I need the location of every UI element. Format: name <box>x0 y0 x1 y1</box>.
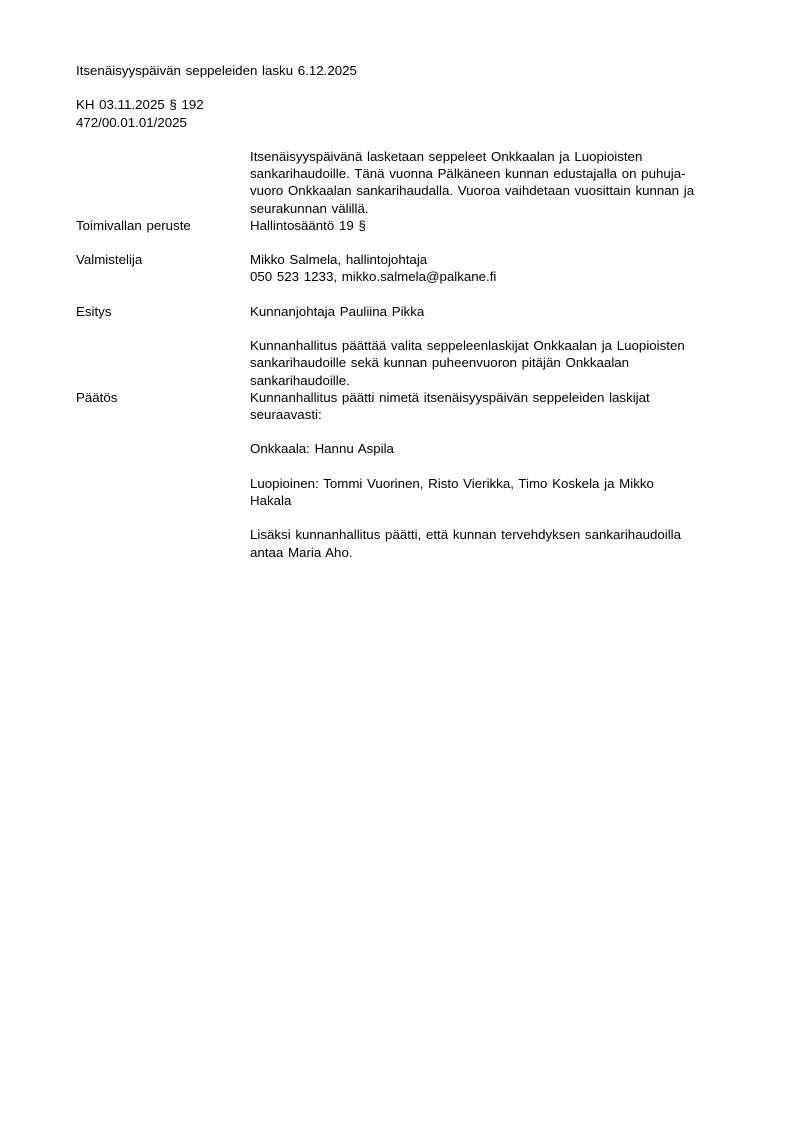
intro-line: seurakunnan välillä. <box>250 200 369 216</box>
esitys-proposal-line: sankarihaudoille sekä kunnan puheenvuoron pitäjän Onkkaalan <box>250 355 630 371</box>
title-block <box>76 62 734 79</box>
section-valmistelija <box>76 251 734 285</box>
toimivalta-content <box>250 217 734 234</box>
intro-line: vuoro Onkkaalan sankarihaudalla. Vuoroa vaihdetaan vuosittain kunnan ja <box>250 183 695 199</box>
esitys-proposal-line: Kunnanhallitus päättää valita seppeleenlaskijat Onkkaalan ja Luopioisten <box>250 338 685 354</box>
section-label-paatos: Päätös <box>76 389 118 405</box>
valmistelija-name-line: Mikko Salmela, hallintojohtaja <box>250 252 428 268</box>
intro-content <box>250 148 734 217</box>
paatos-intro-line: Kunnanhallitus päätti nimetä itsenäisyyspäivän seppeleiden laskijat <box>250 389 650 405</box>
intro-line: sankarihaudoille. Tänä vuonna Pälkäneen kunnan edustajalla on puhuja- <box>250 166 686 182</box>
paatos-onkkaala-line: Onkkaala: Hannu Aspila <box>250 441 394 457</box>
esitys-proposer: Kunnanjohtaja Pauliina Pikka <box>250 303 425 319</box>
esitys-proposal-line: sankarihaudoille. <box>250 372 350 388</box>
esitys-proposal-paragraph <box>250 337 734 389</box>
esitys-proposer-paragraph <box>250 303 734 320</box>
section-label-esitys: Esitys <box>76 303 112 319</box>
case-number: 472/00.01.01/2025 <box>76 114 187 130</box>
document-title: Itsenäisyyspäivän seppeleiden lasku 6.12.2025 <box>76 63 357 78</box>
paatos-luopioinen-line: Luopioinen: Tommi Vuorinen, Risto Vierikka, Timo Koskela ja Mikko <box>250 475 654 491</box>
toimivalta-value: Hallintosääntö 19 § <box>250 217 366 233</box>
paatos-luopioinen-line: Hakala <box>250 492 292 508</box>
section-label-valmistelija: Valmistelija <box>76 252 143 268</box>
paatos-content <box>250 389 734 561</box>
section-label-toimivalta: Toimivallan peruste <box>76 217 191 233</box>
paatos-intro-line: seuraavasti: <box>250 406 322 422</box>
reference-block <box>76 96 734 130</box>
paatos-intro-paragraph <box>250 389 734 423</box>
paatos-luopioinen-paragraph <box>250 475 734 509</box>
valmistelija-content <box>250 251 734 285</box>
intro-line: Itsenäisyyspäivänä lasketaan seppeleet Onkkaalan ja Luopioisten <box>250 148 643 164</box>
esitys-content <box>250 303 734 389</box>
paatos-additional-line: Lisäksi kunnanhallitus päätti, että kunnan tervehdyksen sankarihaudoilla <box>250 527 682 543</box>
paatos-onkkaala-paragraph <box>250 440 734 457</box>
section-intro <box>76 148 734 217</box>
paatos-additional-paragraph <box>250 526 734 560</box>
valmistelija-contact-line: 050 523 1233, mikko.salmela@palkane.fi <box>250 269 497 285</box>
intro-paragraph <box>250 148 734 217</box>
meeting-reference: KH 03.11.2025 § 192 <box>76 97 204 113</box>
section-toimivalta <box>76 217 734 234</box>
paatos-additional-line: antaa Maria Aho. <box>250 544 353 560</box>
section-esitys <box>76 303 734 389</box>
section-paatos <box>76 389 734 561</box>
